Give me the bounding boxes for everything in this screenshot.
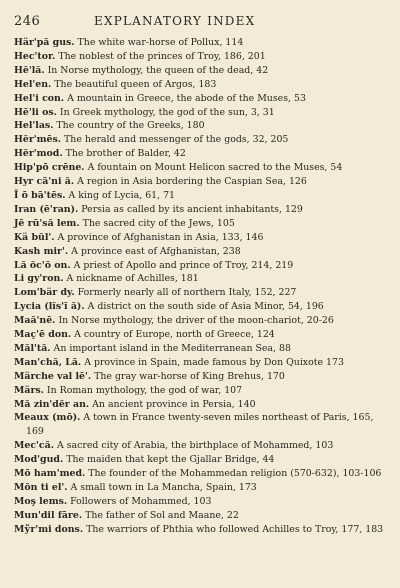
index-entry — [14, 342, 388, 356]
page-header — [14, 14, 388, 32]
entry-headword: Mă zin'dĕr an. — [14, 398, 90, 410]
index-entry — [14, 64, 388, 78]
entry-description: A mountain in Greece, the abode of the Muses, 53 — [67, 92, 306, 104]
entry-headword: Mō ham'med. — [14, 468, 86, 480]
entry-headword: Lă ŏc'ŏ on. — [14, 259, 71, 271]
entry-description: In Roman mythology, the god of war, 107 — [46, 384, 243, 396]
entry-description: The gray war-horse of King Brehus, 170 — [94, 370, 285, 382]
index-entry — [14, 495, 388, 509]
index-entry — [14, 370, 388, 384]
entry-description: The brother of Balder, 42 — [65, 148, 186, 160]
index-entry — [14, 245, 388, 259]
entry-headword: Mun'dil fāre. — [14, 509, 83, 521]
index-entry — [14, 272, 388, 286]
entry-description: An ancient province in Persia, 140 — [92, 398, 256, 410]
index-entry — [14, 50, 388, 64]
entry-description: A province east of Afghanistan, 238 — [71, 245, 241, 257]
entry-headword: Jē rū'să lem. — [14, 217, 80, 229]
index-entry — [14, 328, 388, 342]
entry-description: The sacred city of the Jews, 105 — [82, 217, 235, 229]
index-entry — [14, 189, 388, 203]
index-entry — [14, 467, 388, 481]
entry-headword: Hyr cā'ni ă. — [14, 176, 75, 188]
entry-headword: Li gy'ron. — [14, 273, 64, 285]
entry-headword: Hel'i con. — [14, 92, 65, 104]
entry-description: The beautiful queen of Argos, 183 — [54, 78, 217, 90]
entry-description: The herald and messenger of the gods, 32, 205 — [64, 134, 289, 146]
index-entry — [14, 92, 388, 106]
entry-headword: Hĕ'lă. — [14, 64, 45, 76]
index-entry — [14, 78, 388, 92]
entry-headword: Man'chă, Lă. — [14, 356, 82, 368]
index-entry — [14, 161, 388, 175]
entry-description: The warriors of Phthia who followed Achilles to Troy, 177, 183 — [86, 523, 384, 535]
index-entry — [14, 439, 388, 453]
index-entry — [14, 398, 388, 412]
entry-description: A district on the south side of Asia Minor, 54, 196 — [87, 301, 324, 313]
index-entry — [14, 259, 388, 273]
entry-description: A town in France twenty-seven miles northeast of Paris, 165, 169 — [26, 412, 374, 438]
entry-description: The country of the Greeks, 180 — [56, 120, 205, 132]
index-entry — [14, 119, 388, 133]
entry-description: A small town in La Mancha, Spain, 173 — [70, 482, 257, 493]
entry-headword: Meaux (mō). — [14, 412, 81, 424]
entry-description: The founder of the Mohammedan religion (570-632), 103-106 — [88, 468, 382, 480]
index-entry — [14, 217, 388, 231]
entry-headword: Hec'tor. — [14, 50, 56, 62]
entry-description: The father of Sol and Maane, 22 — [85, 509, 239, 521]
entry-headword: Kä bŭl'. — [14, 231, 55, 243]
entry-description: A fountain on Mount Helicon sacred to the Muses, 54 — [87, 162, 343, 174]
index-entry — [14, 231, 388, 245]
entry-headword: Maç'ē don. — [14, 329, 72, 341]
entry-headword: Märs. — [14, 384, 44, 396]
entry-headword: Moş lems. — [14, 495, 68, 507]
index-entry — [14, 356, 388, 370]
index-entry — [14, 384, 388, 398]
entry-headword: Märche val lē'. — [14, 370, 92, 382]
index-entry — [14, 147, 388, 161]
entry-description: An important island in the Mediterranean Sea, 88 — [53, 342, 291, 354]
entry-description: Followers of Mohammed, 103 — [70, 495, 212, 507]
entry-description: In Greek mythology, the god of the sun, 3, 31 — [59, 106, 275, 118]
entry-headword: Hel'en. — [14, 78, 52, 90]
entry-description: The maiden that kept the Gjallar Bridge, 44 — [66, 454, 275, 466]
entry-description: The white war-horse of Pollux, 114 — [77, 37, 244, 48]
entry-headword: Mўr'mi dons. — [14, 523, 84, 535]
entry-headword: Hel'las. — [14, 120, 54, 132]
entry-description: A nickname of Achilles, 181 — [66, 273, 199, 285]
index-entry — [14, 203, 388, 217]
index-entry — [14, 133, 388, 147]
entry-headword: Mŏn ti el'. — [14, 482, 68, 493]
entry-description: Persia as called by its ancient inhabitants, 129 — [81, 203, 303, 215]
entry-headword: Hĕr'mēs. — [14, 134, 62, 146]
entry-headword: Maă'nē. — [14, 315, 56, 327]
entry-description: In Norse mythology, the queen of the dead, 42 — [47, 64, 269, 76]
entry-headword: Ī ō bā'tēs. — [14, 189, 66, 201]
entry-headword: Lom'bär dy. — [14, 287, 75, 299]
entry-headword: Măl'tă. — [14, 342, 51, 354]
entry-description: A country of Europe, north of Greece, 124 — [74, 329, 275, 341]
entry-description: A king of Lycia, 61, 71 — [68, 189, 176, 201]
entry-headword: Hip'pō crēne. — [14, 162, 85, 174]
entry-description: A province in Spain, made famous by Don Quixote 173 — [84, 356, 344, 368]
entry-headword: Hĕr'mod. — [14, 148, 63, 160]
entry-description: A priest of Apollo and prince of Troy, 214, 219 — [73, 259, 294, 271]
page-number: 246 — [14, 14, 41, 29]
index-entry — [14, 175, 388, 189]
index-entry — [14, 411, 388, 439]
entry-headword: Mec'că. — [14, 440, 54, 452]
index-entry — [14, 286, 388, 300]
index-entry — [14, 481, 388, 495]
index-entry — [14, 106, 388, 120]
index-entry — [14, 509, 388, 523]
index-entry — [14, 36, 388, 50]
running-title: EXPLANATORY INDEX — [94, 14, 256, 28]
index-entry — [14, 453, 388, 467]
entry-headword: Lycia (lĭs'ĭ ă). — [14, 301, 85, 313]
entry-description: Formerly nearly all of northern Italy, 152, 227 — [77, 287, 297, 299]
entry-headword: Här'pă gus. — [14, 37, 75, 48]
index-entry — [14, 314, 388, 328]
entry-description: A region in Asia bordering the Caspian Sea, 126 — [77, 176, 307, 188]
entry-description: A sacred city of Arabia, the birthplace of Mohammed, 103 — [56, 440, 334, 452]
entry-headword: Iran (ē'ran). — [14, 203, 79, 215]
entry-headword: Hē'li os. — [14, 106, 57, 118]
index-entry — [14, 523, 388, 537]
entry-description: The noblest of the princes of Troy, 186, 201 — [58, 50, 266, 62]
entry-headword: Kash mir'. — [14, 245, 69, 257]
entry-headword: Mod'gud. — [14, 454, 64, 466]
entry-description: A province of Afghanistan in Asia, 133, 146 — [57, 231, 264, 243]
entry-description: In Norse mythology, the driver of the moon-chariot, 20-26 — [58, 315, 334, 327]
index-entries — [14, 36, 388, 537]
index-entry — [14, 300, 388, 314]
